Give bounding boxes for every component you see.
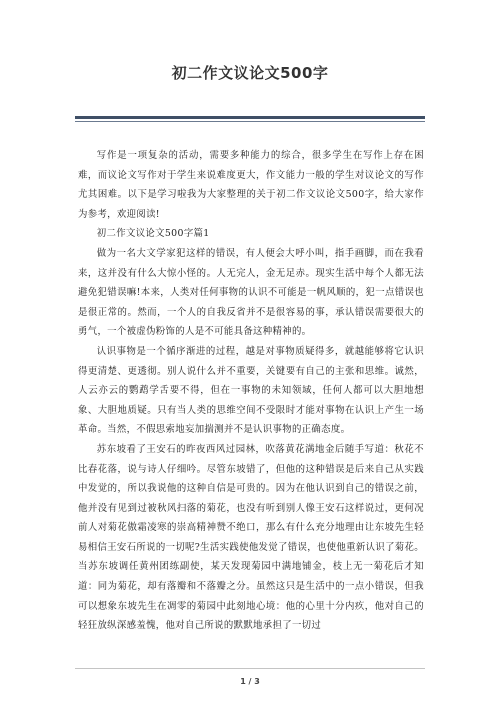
title-rule-thin	[75, 121, 425, 122]
body-paragraph: 认识事物是一个循序渐进的过程，越是对事物质疑得多，就越能够将它认识得更清楚、更透彻。别人说什么并不重要，关键要有自己的主张和思维。诚然，人云亦云的鹦鹉学舌要不得，但在一事物的未知领域，任何人都可以大胆地想象、大胆地质疑。只有当人类的思维空间不受限时才能对事物在认识上产生一场革命。当然，不假思索地妄加揣测并不是认识事物的正确态度。	[78, 345, 424, 436]
body-paragraph: 苏东坡看了王安石的昨夜西风过园林，吹落黄花满地金后随手写道：秋花不比春花落，说与诗人仔细吟。尽管东坡错了，但他的这种错误是后来自己从实践中发觉的，所以我说他的这种自信是可贵的。因为在他认识到自己的错误之前，他并没有见到过被秋风扫落的菊花，也没有听到别人像王安石这样说过，更何况前人对菊花傲霜凌寒的崇高精神赞不绝口，那么有什么充分地理由让东坡先生轻易相信王安石所说的一切呢?生活实践使他发觉了错误，也使他重新认识了菊花。当苏东坡调任黄州团练副使，某天发现菊园中满地铺金，枝上无一菊花后才知道：同为菊花，却有落瓣和不落瓣之分。虽然这只是生活中的一点小错误，但我可以想象东坡先生在凋零的菊园中此刻地心境：他的心里十分内疚，他对自己的轻狂放纵深感羞愧，他对自己所说的默默地承担了一切过	[78, 443, 424, 632]
intro-paragraph: 写作是一项复杂的活动，需要多种能力的综合，很多学生在写作上存在困难，而议论文写作对于学生来说难度更大，作文能力一般的学生对议论文的写作尤其困难。以下是学习啦我为大家整理的关于初二作文议论文500字，给大家作为参考，欢迎阅读!	[78, 150, 424, 220]
body-paragraph: 做为一名大文学家犯这样的错误，有人便会大呼小叫，指手画脚，而在我看来，这并没有什么大惊小怪的。人无完人，金无足赤。现实生活中每个人都无法避免犯错误嘛!本来，人类对任何事物的认识不可能是一帆风顺的，犯一点错误也是很正常的。然而，一个人的自我反省并不是很容易的事，承认错误需要很大的勇气，一个被虚伪粉饰的人是不可能具备这种精神的。	[78, 247, 424, 338]
document-title: 初二作文议论文500字	[171, 64, 329, 82]
document-body	[78, 146, 424, 636]
page-number: 1 / 3	[240, 677, 260, 686]
footer-rule	[75, 668, 425, 669]
title-rule-thick	[75, 116, 425, 119]
section-heading: 初二作文议论文500字篇1	[96, 228, 210, 240]
